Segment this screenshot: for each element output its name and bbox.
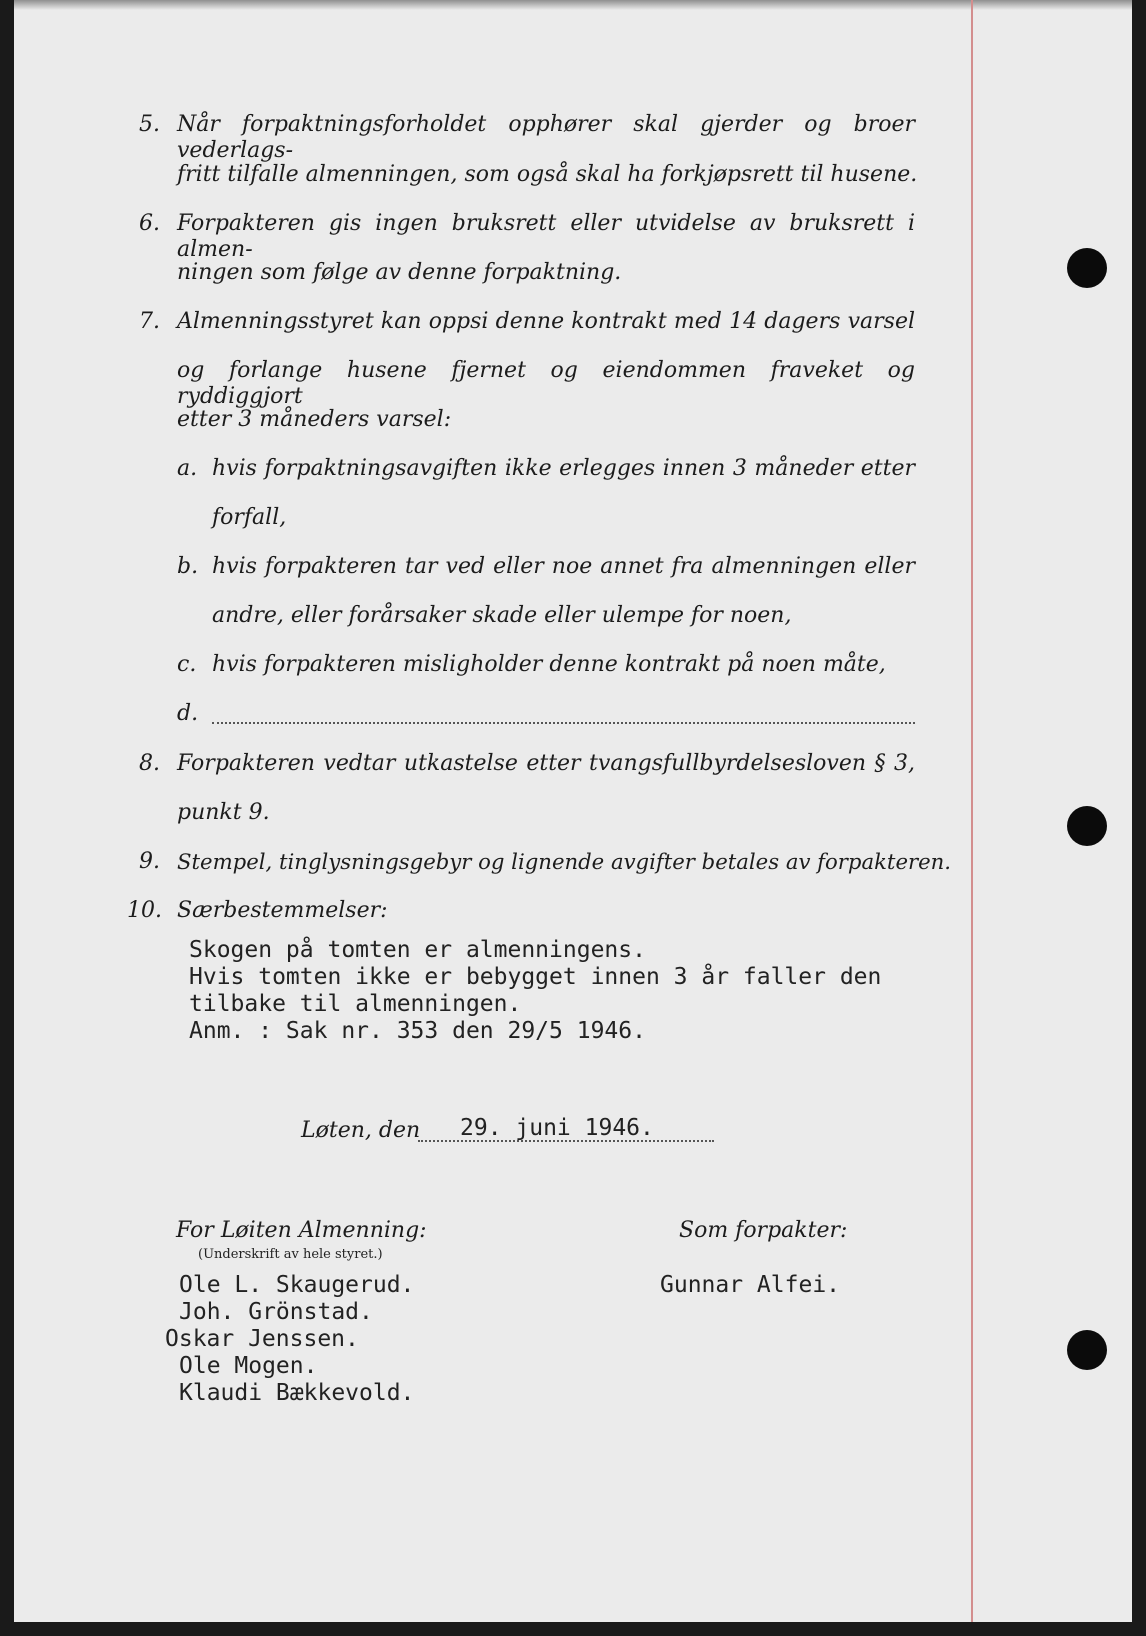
signature-heading-left: For Løiten Almenning: xyxy=(176,1218,427,1243)
tenant-name: Gunnar Alfei. xyxy=(660,1272,841,1298)
clause-5-line-1: Når forpaktningsforholdet opphører skal gjerder og broer vederlags- xyxy=(177,112,915,163)
special-terms-heading: Særbestemmelser: xyxy=(177,898,388,923)
date-place: Løten, den xyxy=(301,1118,421,1143)
subclause-b-line-2: andre, eller forårsaker skade eller ulempe for noen, xyxy=(212,603,792,628)
clause-7-line-2: og forlange husene fjernet og eiendommen fraveket og ryddiggjort xyxy=(177,358,915,409)
signatory-name: Ole Mogen. xyxy=(179,1353,318,1379)
clause-number: 6. xyxy=(139,211,160,236)
signatory-name: Oskar Jenssen. xyxy=(165,1326,359,1352)
subclause-b-line-1: hvis forpakteren tar ved eller noe annet fra almenningen eller xyxy=(212,554,915,579)
signatory-name: Ole L. Skaugerud. xyxy=(179,1272,415,1298)
date-value: 29. juni 1946. xyxy=(460,1115,654,1141)
subclause-a-line-2: forfall, xyxy=(212,505,287,530)
blank-fill-line xyxy=(212,722,915,724)
subclause-label: d. xyxy=(177,701,199,726)
typed-line: Skogen på tomten er almenningens. xyxy=(189,937,646,963)
punch-hole-icon xyxy=(1067,1330,1107,1370)
signature-note: (Underskrift av hele styret.) xyxy=(198,1247,383,1262)
clause-7-line-1: Almenningsstyret kan oppsi denne kontrakt med 14 dagers varsel xyxy=(177,309,915,334)
signatory-name: Klaudi Bækkevold. xyxy=(179,1380,415,1406)
punch-hole-icon xyxy=(1067,806,1107,846)
punch-hole-icon xyxy=(1067,248,1107,288)
subclause-c-line-1: hvis forpakteren misligholder denne kontrakt på noen måte, xyxy=(212,652,886,677)
subclause-a-line-1: hvis forpaktningsavgiften ikke erlegges innen 3 måneder etter xyxy=(212,456,915,481)
clause-8-line-2: punkt 9. xyxy=(177,800,270,825)
typed-line: Anm. : Sak nr. 353 den 29/5 1946. xyxy=(189,1018,646,1044)
document-page xyxy=(14,0,1132,1622)
signatory-name: Joh. Grönstad. xyxy=(179,1299,373,1325)
subclause-label: b. xyxy=(177,554,199,579)
clause-5-line-2: fritt tilfalle almenningen, som også skal ha forkjøpsrett til husene. xyxy=(177,162,918,187)
clause-number: 10. xyxy=(127,898,162,923)
margin-rule xyxy=(971,0,973,1622)
typed-line: tilbake til almenningen. xyxy=(189,991,522,1017)
clause-number: 8. xyxy=(139,751,160,776)
clause-number: 7. xyxy=(139,309,160,334)
clause-6-line-2: ningen som følge av denne forpaktning. xyxy=(177,260,622,285)
clause-number: 9. xyxy=(139,849,160,874)
subclause-label: a. xyxy=(177,456,198,481)
clause-number: 5. xyxy=(139,112,160,137)
clause-6-line-1: Forpakteren gis ingen bruksrett eller utvidelse av bruksrett i almen- xyxy=(177,211,915,262)
clause-7-line-3: etter 3 måneders varsel: xyxy=(177,407,452,432)
clause-9-line-1: Stempel, tinglysningsgebyr og lignende avgifter betales av forpakteren. xyxy=(177,849,952,874)
clause-8-line-1: Forpakteren vedtar utkastelse etter tvangsfullbyrdelsesloven § 3, xyxy=(177,751,915,776)
signature-heading-right: Som forpakter: xyxy=(679,1218,848,1243)
typed-line: Hvis tomten ikke er bebygget innen 3 år faller den xyxy=(189,964,882,990)
scan-edge-shadow xyxy=(14,0,1132,10)
subclause-label: c. xyxy=(177,652,197,677)
